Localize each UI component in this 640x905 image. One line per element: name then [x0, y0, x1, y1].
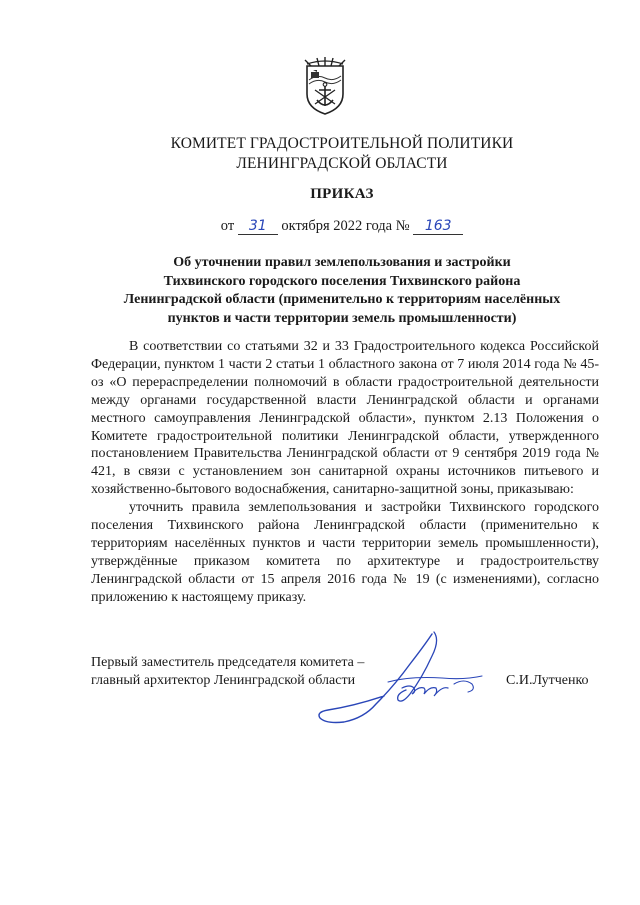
body-paragraph-1: В соответствии со статьями 32 и 33 Градостроительного кодекса Российской Федерации, пунктом 1 части 2 статьи 1 областного закона от 7 июля 2014 года № 45-оз «О перераспределении полномочий в области градостроительной деятельности между органами государственной власти Ленинградской области и органами местного самоуправления Ленинградской области», пунктом 2.13 Положения о Комитете градостроительной политики Ленинградской области, утвержденного постановлением Правительства Ленинградской области от 9 сентября 2019 года № 421, в связи с установлением зон санитарной охраны источников питьевого и хозяйственно-бытового водоснабжения, санитарно-защитной зоны, приказываю:	[91, 339, 599, 498]
date-rest: октября 2022 года №	[281, 218, 410, 234]
signatory-name: С.И.Лутченко	[506, 673, 589, 688]
org-line-1: КОМИТЕТ ГРАДОСТРОИТЕЛЬНОЙ ПОЛИТИКИ	[170, 135, 514, 152]
issuing-organization	[90, 134, 594, 174]
title-line-4: пунктов и части территории земель промышленности)	[167, 310, 517, 326]
title-line-3: Ленинградской области (применительно к территориям населённых	[123, 292, 561, 308]
date-number-line	[90, 218, 594, 235]
order-title	[96, 254, 588, 328]
coat-of-arms-icon	[303, 56, 347, 116]
org-line-2: ЛЕНИНГРАДСКОЙ ОБЛАСТИ	[236, 155, 448, 172]
body-paragraph-2: уточнить правила землепользования и застройки Тихвинского городского поселения Тихвинского района Ленинградской области (применительно к территориям населённых пунктов и части территории земель промышленности), утверждённые приказом комитета по архитектуре и градостроительству Ленинградской области от 15 апреля 2016 года № 19 (с изменениями), согласно приложению к настоящему приказу.	[91, 500, 599, 605]
title-line-2: Тихвинского городского поселения Тихвинского района	[163, 273, 521, 289]
handwritten-signature	[314, 626, 494, 736]
position-line-1: Первый заместитель председателя комитета –	[91, 655, 365, 670]
document-number-handwritten: 163	[413, 218, 463, 235]
document-type: ПРИКАЗ	[310, 186, 374, 202]
date-prefix: от	[220, 218, 235, 234]
date-day-handwritten: 31	[238, 218, 278, 235]
title-line-1: Об уточнении правил землепользования и застройки	[173, 255, 511, 270]
position-line-2: главный архитектор Ленинградской области	[91, 673, 356, 688]
order-body	[91, 338, 599, 607]
